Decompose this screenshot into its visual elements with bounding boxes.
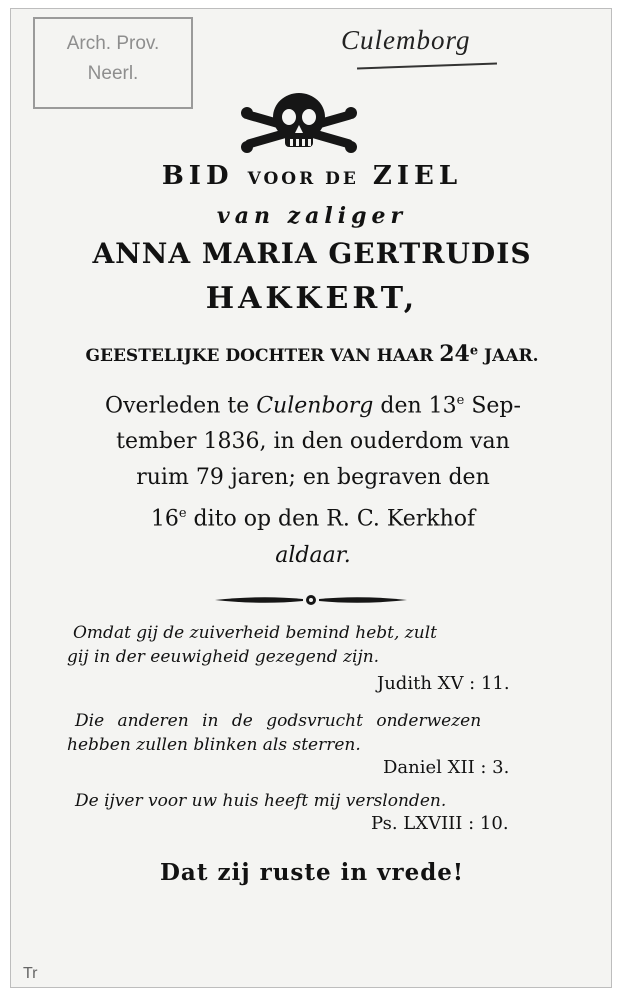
notice-line-3: ruim 79 jaren; en begraven den bbox=[136, 465, 490, 491]
quote-3-reference: Ps. LXVIII : 10. bbox=[371, 813, 509, 834]
stamp-line-2: Neerl. bbox=[87, 63, 139, 84]
handwritten-place: Culemborg bbox=[341, 25, 471, 55]
quote-3-line-1: De ijver voor uw huis heeft mij verslonden. bbox=[75, 791, 447, 811]
notice-line-5 bbox=[71, 538, 555, 574]
memorial-card bbox=[10, 8, 612, 988]
heading-ziel: ZIEL bbox=[372, 161, 463, 191]
notice-line-1-c: Sep- bbox=[464, 393, 521, 419]
title-sup: e bbox=[469, 343, 479, 359]
quote-1-line-1: Omdat gij de zuiverheid bemind hebt, zult bbox=[73, 623, 437, 643]
deceased-name-line-2: HAKKERT, bbox=[205, 281, 419, 316]
skull-crossbones-icon bbox=[239, 91, 359, 159]
title-number: 24 bbox=[439, 341, 470, 367]
stamp-line-1: Arch. Prov. bbox=[66, 33, 160, 54]
heading-bid-word: BID bbox=[161, 161, 234, 191]
notice-line-1-a: Overleden te bbox=[105, 393, 257, 419]
deceased-name-line-1: ANNA MARIA GERTRUDIS bbox=[92, 237, 532, 270]
quote-3 bbox=[67, 789, 567, 813]
quote-2-reference: Daniel XII : 3. bbox=[383, 757, 510, 778]
closing-prayer: Dat zij ruste in vrede! bbox=[159, 859, 465, 886]
title-part-a: GEESTELIJKE DOCHTER VAN HAAR bbox=[85, 346, 440, 366]
quote-2 bbox=[67, 709, 567, 757]
quote-2-line-1: Die anderen in de godsvrucht onderwezen bbox=[75, 711, 482, 731]
notice-line-4 bbox=[71, 496, 555, 537]
notice-line-4-sup: e bbox=[178, 506, 187, 522]
heading-bid bbox=[11, 161, 613, 191]
notice-line-5-text: aldaar. bbox=[275, 542, 351, 568]
archive-stamp bbox=[33, 17, 193, 109]
notice-line-1-sup: e bbox=[456, 393, 465, 408]
notice-place: Culenborg bbox=[256, 393, 374, 419]
deceased-title bbox=[11, 341, 613, 367]
quote-2-line-2: hebben zullen blinken als sterren. bbox=[67, 735, 361, 755]
notice-line-2: tember 1836, in den ouderdom van bbox=[116, 429, 510, 455]
ornament-divider-icon bbox=[211, 593, 411, 607]
quote-1-reference: Judith XV : 11. bbox=[377, 673, 510, 694]
notice-line-4-b: dito op den R. C. Kerkhof bbox=[186, 506, 476, 532]
corner-mark: Tr bbox=[23, 965, 38, 982]
heading-voor-de: VOOR DE bbox=[247, 169, 359, 189]
title-part-b: JAAR. bbox=[478, 346, 539, 366]
notice-line-1-b: den 13 bbox=[373, 393, 457, 419]
notice-line-1 bbox=[71, 383, 555, 424]
heading-van-zaliger: van zaliger bbox=[216, 203, 408, 229]
handwritten-underline bbox=[357, 63, 497, 70]
notice-line-4-a: 16 bbox=[150, 506, 179, 532]
quote-1 bbox=[67, 621, 567, 669]
death-notice bbox=[71, 383, 555, 574]
quote-1-line-2: gij in der eeuwigheid gezegend zijn. bbox=[67, 647, 380, 667]
